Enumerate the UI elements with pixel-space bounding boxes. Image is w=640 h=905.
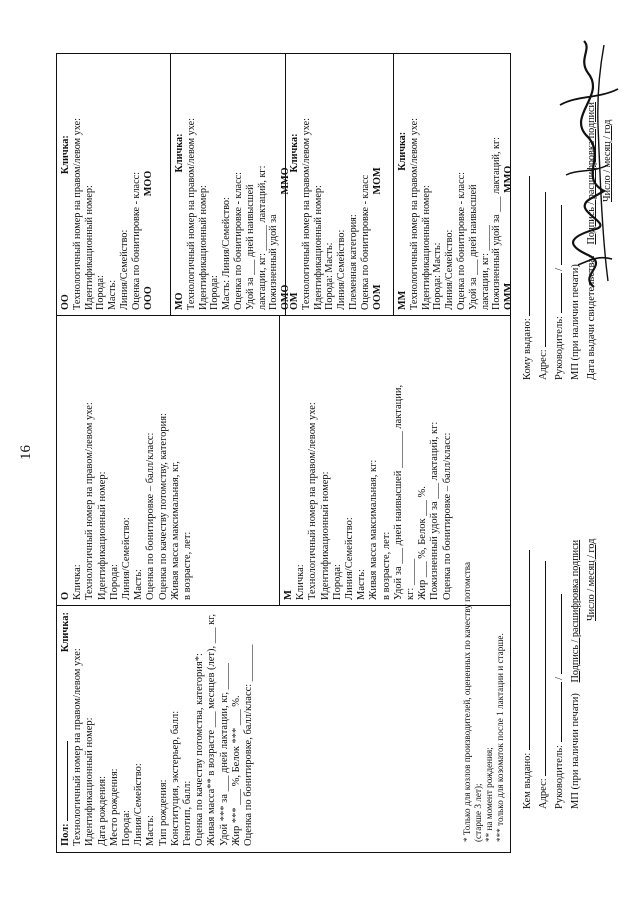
animal-field: Порода: [121,810,133,846]
sire-field: Технологичный номер на правом/левом ухе: [84,402,96,600]
sire-fields [72,322,194,600]
animal-field: Место рождения: [108,768,120,846]
sire-field: Оценка по качеству потомству, категория: [157,413,169,600]
animal-field: Масть: [145,815,157,846]
animal-field: Оценка по качеству потомства, категория*: [194,653,206,846]
dam-field: Оценка по бонитировке – балл/класс: [441,432,453,600]
dam-field: Масть: [356,569,368,600]
grandparent-name-label: Кличка: [174,133,185,173]
issued-by-line [529,550,530,750]
issued-to-label: Кому выдано: [522,318,533,380]
grandparent-cell [170,54,292,316]
grandparent-field: Удой за ___ дней наивысшей [244,184,256,310]
footnote: *** только для козоматок после 1 лактации и старше. [495,633,505,842]
sire-field: Кличка: [72,564,84,600]
grandparent-cell [393,54,515,316]
grandparent-field: Идентификационный номер: [83,185,95,310]
dam-field: Кличка: [295,564,307,600]
recipient-head-label: Руководитель: [554,316,565,380]
grandparent-field: Технологичный номер на правом/левом ухе: [185,118,197,310]
sire-field: в возрасте, лет: [182,531,194,600]
pedigree-table [56,53,515,853]
animal-field: Живая масса** в возрасте ___ месяцев (лет), ___ кг, [206,614,218,846]
recipient-stamp-label: МП (при наличии печати) [570,264,581,380]
name-label: Кличка: [60,612,71,653]
grandparent-field: Оценка по бонитировке - класс: [455,172,467,310]
grandparent-field: Пожизненный удой за [268,214,280,310]
grandparent-field: Порода: Масть: [324,242,336,310]
ancestor-code: ОММ [503,282,515,310]
issued-address-line [545,561,546,776]
animal-field: Тип рождения: [157,779,169,846]
sire-field: Идентификационный номер: [96,471,108,600]
issued-address-row [536,479,552,809]
sire-field: Порода: [108,564,120,600]
ancestor-code: МОО [142,170,154,197]
grandparent-field: Порода: Масть: [432,242,444,310]
dam-fields [295,322,454,600]
great-grandparent-codes [372,60,384,310]
animal-header [60,612,72,846]
grandparent-header [60,60,72,310]
sire-field: Оценка по бонитировке – балл/класс: [145,432,157,600]
recipient-address-label: Адрес: [538,349,549,380]
animal-field: Идентификационный номер: [84,717,96,846]
dam-field: Жир ___ %, Белок ___ %. [417,486,429,600]
ancestor-code: МОМ [371,167,383,195]
ancestor-code: ООО [142,286,154,310]
parents-column [57,315,510,606]
grandparent-field: Технологичный номер на правом/левом ухе: [408,118,420,310]
grandparent-field: лактации, кг: _____ [479,225,491,310]
animal-field: Жир *** ___ %, Белок *** ___ %. [230,695,242,846]
issued-stamp-row [568,479,584,809]
grandparent-field: Масть: [107,279,119,310]
grandparent-field: Оценка по бонитировке - класс [359,174,371,310]
grandparent-name-label: Кличка: [397,131,408,171]
dam-field: Линия/Семейство: [344,517,356,600]
grandparent-field: Технологичный номер на правом/левом ухе: [300,118,312,310]
dam-field: в возрасте, лет: [380,531,392,600]
recipient-head-row: Руководитель: / [552,60,568,380]
animal-field: Генотип, балл: [182,780,194,846]
ancestor-code: ОМО [280,284,292,310]
issue-date-label: Дата выдачи свидетельства: [586,255,597,380]
grandparent-title: МО [174,292,185,310]
grandparents-column [57,54,515,316]
dam-title: М [283,590,294,600]
grandparent-field: Пожизненный удой за ___ лактаций, кг: [491,136,503,310]
footnote: * Только для козлов производителей, оцененных по качеству потомства [462,561,472,842]
dam-field: Идентификационный номер: [319,471,331,600]
issued-address-label: Адрес: [538,778,549,809]
great-grandparent-codes [503,60,515,310]
grandparent-title: ММ [397,290,408,310]
grandparent-cell [57,54,170,316]
issued-date-caption: Число / месяц / год [586,538,597,621]
animal-field: Конституция, экстерьер, балл: [169,710,181,846]
grandparent-field: Линия/Семейство: [444,229,456,310]
sire-field: Линия/Семейство: [121,517,133,600]
grandparent-field: Линия/Семейство: [336,229,348,310]
grandparent-field: Идентификационный номер: [420,185,432,310]
dam-field: Порода: [331,564,343,600]
footnote: (старше 3 лет); [473,783,483,842]
sex-label: Пол: [60,823,71,846]
footnote: ** на момент рождения; [484,747,494,842]
issued-head-row: Руководитель: / [552,479,568,809]
sex-line [67,741,68,821]
animal-field: Дата рождения: [96,775,108,846]
head-line-a [561,682,562,742]
grandparent-field: Удой за ___ дней наивысшей [467,184,479,310]
animal-field: Удой *** за ___ дней лактации, кг, _____ [218,663,230,846]
grandparent-field: Идентификационный номер: [197,185,209,310]
grandparent-field: Идентификационный номер: [312,185,324,310]
head-line-b [561,594,562,674]
dam-field: Технологичный номер на правом/левом ухе: [307,402,319,600]
grandparent-cell [285,54,393,316]
dam-cell [279,316,510,606]
page-number: 16 [18,445,34,460]
recipient-signature-caption: Подпись / расшифровка подписи [586,101,597,245]
dam-field: кг: _____ [405,558,417,600]
ancestor-code: ММО [280,167,292,195]
dam-field: Живая масса максимальная, кг: [368,459,380,600]
grandparent-header [397,60,409,310]
grandparent-field: Племенная категория: [347,214,359,310]
grandparent-field: лактации, кг: _____ лактаций, кг: [256,165,268,310]
handwritten-signature [548,35,628,295]
sire-title: О [60,591,71,600]
issued-head-label: Руководитель: [554,745,565,809]
great-grandparent-codes [143,60,155,310]
recipient-address-line [545,192,546,347]
grandparent-field: Порода: [209,275,221,310]
animal-field: Технологичный номер на правом/левом ухе: [72,648,84,846]
grandparent-field: Масть: Линия/Семейство: [221,197,233,310]
issued-by-label: Кем выдано: [522,752,533,809]
dam-field: Пожизненный удой за ___ лактаций, кг: [429,421,441,600]
grandparent-name-label: Кличка: [60,135,71,175]
sire-field: Живая масса максимальная, кг, [169,461,181,600]
ancestor-code: ММО [503,165,515,193]
grandparent-name-label: Кличка: [289,133,300,173]
sire-field: Масть: [133,569,145,600]
animal-fields [72,612,255,846]
grandparent-header [289,60,301,310]
dam-field: Удой за ___ дней наивысшей _______ лактации, [392,384,404,600]
animal-field: Линия/Семейство: [133,763,145,846]
issued-signature-caption: Подпись / расшифровка подписи [570,539,581,683]
grandparent-header [174,60,186,310]
grandparent-field: Технологичный номер на правом/левом ухе: [71,118,83,310]
grandparent-title: ОО [60,294,71,310]
recipient-date-caption: Число / месяц / год [602,119,613,202]
issued-to-line [529,176,530,316]
issued-to-row [520,60,536,380]
grandparent-title: ОМ [289,292,300,310]
sire-cell [57,316,279,606]
ancestor-code: ООМ [371,284,383,310]
grandparent-field: Порода: [95,275,107,310]
grandparent-field: Оценка по бонитировке - класс: [232,172,244,310]
issued-by-row [520,479,536,809]
grandparent-field: Оценка по бонитировке - класс: [130,172,142,310]
animal-field: Оценка по бонитировке, балл/класс: _______ [243,644,255,846]
issued-stamp-label: МП (при наличии печати) [570,693,581,809]
grandparent-field: Линия/Семейство: [118,229,130,310]
issued-by-block [520,479,600,809]
